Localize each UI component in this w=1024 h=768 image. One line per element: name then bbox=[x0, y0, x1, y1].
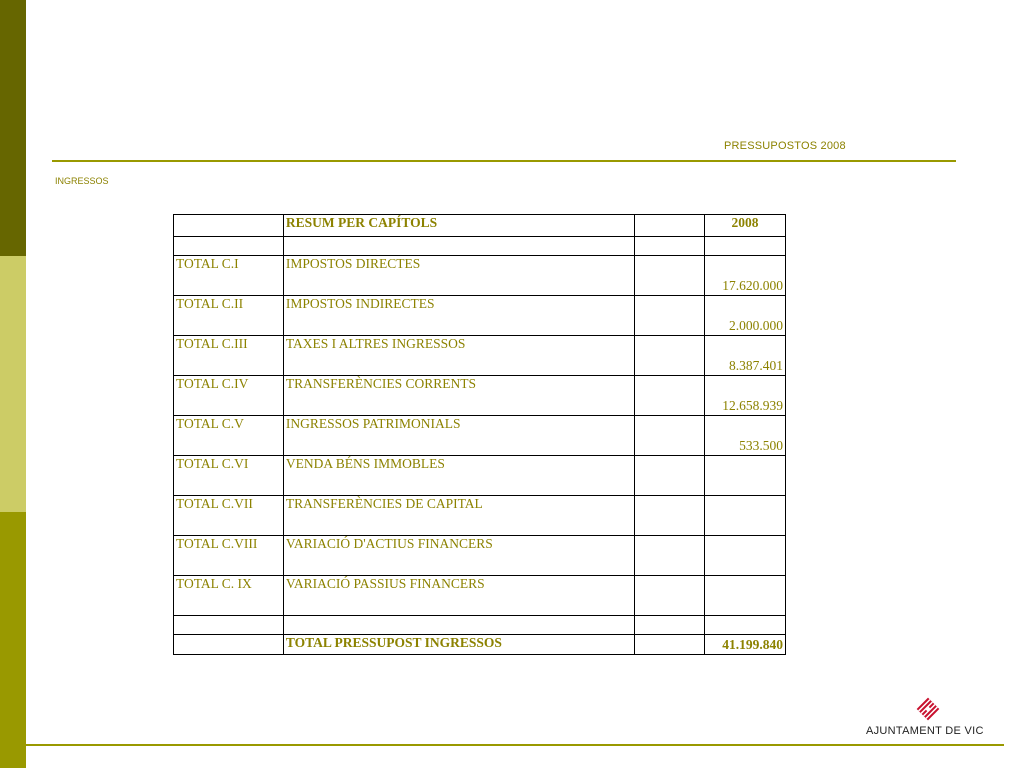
sidebar-band-mid bbox=[0, 512, 26, 768]
blank-row bbox=[174, 237, 786, 256]
header-divider bbox=[52, 160, 956, 162]
row-name: VARIACIÓ D'ACTIUS FINANCERS bbox=[283, 536, 634, 576]
footer-divider bbox=[26, 744, 1004, 746]
page-title: PRESSUPOSTOS 2008 bbox=[724, 140, 846, 152]
row-name: TRANSFERÈNCIES DE CAPITAL bbox=[283, 496, 634, 536]
row-value: 8.387.401 bbox=[705, 336, 786, 376]
table-row bbox=[174, 496, 786, 536]
row-value: 17.620.000 bbox=[705, 256, 786, 296]
row-code: TOTAL C.VII bbox=[174, 496, 284, 536]
row-value bbox=[705, 496, 786, 536]
row-code: TOTAL C.VIII bbox=[174, 536, 284, 576]
table-row bbox=[174, 536, 786, 576]
row-name: VARIACIÓ PASSIUS FINANCERS bbox=[283, 576, 634, 616]
row-value: 12.658.939 bbox=[705, 376, 786, 416]
row-value: 533.500 bbox=[705, 416, 786, 456]
table-row bbox=[174, 456, 786, 496]
header-year-cell: 2008 bbox=[705, 215, 786, 237]
row-name: VENDA BÉNS IMMOBLES bbox=[283, 456, 634, 496]
budget-summary-table bbox=[173, 214, 786, 655]
header-empty-cell bbox=[174, 215, 284, 237]
sidebar-band-dark bbox=[0, 0, 26, 256]
row-code: TOTAL C.III bbox=[174, 336, 284, 376]
table-header-row bbox=[174, 215, 786, 237]
row-code: TOTAL C.I bbox=[174, 256, 284, 296]
row-name: IMPOSTOS INDIRECTES bbox=[283, 296, 634, 336]
row-code: TOTAL C.VI bbox=[174, 456, 284, 496]
table-row bbox=[174, 296, 786, 336]
row-name: TRANSFERÈNCIES CORRENTS bbox=[283, 376, 634, 416]
row-code: TOTAL C.V bbox=[174, 416, 284, 456]
row-name: IMPOSTOS DIRECTES bbox=[283, 256, 634, 296]
table-row bbox=[174, 416, 786, 456]
total-value: 41.199.840 bbox=[705, 635, 786, 655]
vic-shield-icon bbox=[916, 697, 940, 721]
row-name: INGRESSOS PATRIMONIALS bbox=[283, 416, 634, 456]
row-value: 2.000.000 bbox=[705, 296, 786, 336]
table-row bbox=[174, 336, 786, 376]
row-code: TOTAL C.II bbox=[174, 296, 284, 336]
total-row bbox=[174, 635, 786, 655]
section-label: INGRESSOS bbox=[55, 176, 109, 186]
total-label: TOTAL PRESSUPOST INGRESSOS bbox=[283, 635, 634, 655]
row-value bbox=[705, 536, 786, 576]
row-value bbox=[705, 576, 786, 616]
table-row bbox=[174, 376, 786, 416]
header-label-cell: RESUM PER CAPÍTOLS bbox=[283, 215, 634, 237]
sidebar-band-light bbox=[0, 256, 26, 512]
org-name: AJUNTAMENT DE VIC bbox=[866, 725, 984, 737]
row-name: TAXES I ALTRES INGRESSOS bbox=[283, 336, 634, 376]
table-row bbox=[174, 256, 786, 296]
header-empty-cell bbox=[635, 215, 705, 237]
row-code: TOTAL C. IX bbox=[174, 576, 284, 616]
table-row bbox=[174, 576, 786, 616]
row-code: TOTAL C.IV bbox=[174, 376, 284, 416]
row-value bbox=[705, 456, 786, 496]
blank-row bbox=[174, 616, 786, 635]
